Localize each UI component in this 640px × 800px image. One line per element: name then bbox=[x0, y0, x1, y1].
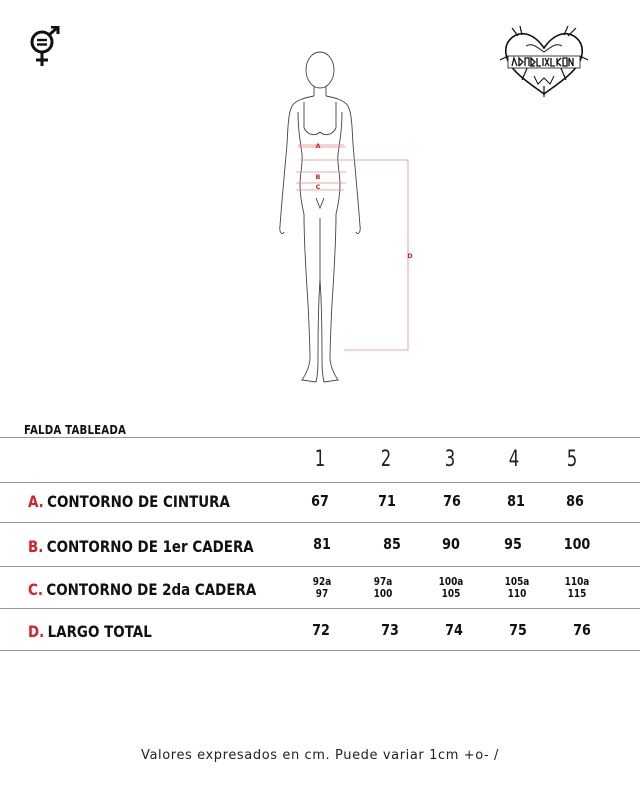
range-from: 92a bbox=[312, 576, 332, 588]
table-cell bbox=[496, 576, 539, 600]
divider bbox=[0, 650, 640, 651]
table-cell bbox=[430, 576, 473, 600]
table-cell: 90 bbox=[442, 535, 460, 553]
row-letter: A. bbox=[28, 492, 44, 511]
range-to: 97 bbox=[315, 588, 329, 600]
table-cell: 72 bbox=[312, 621, 330, 639]
divider bbox=[0, 437, 640, 438]
row-letter: D. bbox=[28, 622, 45, 641]
row-label-cadera-1 bbox=[28, 537, 254, 556]
range-from: 110a bbox=[564, 576, 590, 588]
range-to: 105 bbox=[441, 588, 461, 600]
range-from: 105a bbox=[504, 576, 530, 588]
range-to: 115 bbox=[567, 588, 587, 600]
table-cell: 75 bbox=[509, 621, 527, 639]
divider bbox=[0, 522, 640, 523]
row-label-text: CONTORNO DE CINTURA bbox=[47, 492, 230, 511]
table-cell: 71 bbox=[378, 492, 396, 510]
table-cell bbox=[362, 576, 405, 600]
table-cell bbox=[301, 576, 344, 600]
row-label-text: CONTORNO DE 1er CADERA bbox=[46, 537, 254, 556]
body-figure bbox=[260, 48, 430, 388]
marker-c: C bbox=[315, 183, 321, 191]
range-to: 100 bbox=[373, 588, 393, 600]
table-cell: 85 bbox=[383, 535, 401, 553]
table-title: FALDA TABLEADA bbox=[24, 423, 127, 437]
marker-a: A bbox=[315, 142, 321, 150]
size-header: 5 bbox=[566, 447, 578, 472]
table-cell: 95 bbox=[504, 535, 522, 553]
size-header: 3 bbox=[444, 447, 456, 472]
table-cell: 81 bbox=[507, 492, 525, 510]
divider bbox=[0, 566, 640, 567]
table-cell: 86 bbox=[566, 492, 584, 510]
size-header: 1 bbox=[314, 447, 326, 472]
table-cell bbox=[556, 576, 599, 600]
table-cell: 73 bbox=[381, 621, 399, 639]
range-to: 110 bbox=[507, 588, 527, 600]
row-label-text: LARGO TOTAL bbox=[47, 622, 152, 641]
size-header: 4 bbox=[508, 447, 520, 472]
row-letter: B. bbox=[28, 537, 44, 556]
table-cell: 81 bbox=[313, 535, 331, 553]
table-cell: 67 bbox=[311, 492, 329, 510]
row-label-largo-total bbox=[28, 622, 152, 641]
range-from: 97a bbox=[373, 576, 393, 588]
table-cell: 100 bbox=[563, 535, 591, 553]
footer-note: Valores expresados en cm. Puede variar 1cm +o- / bbox=[140, 748, 500, 763]
row-letter: C. bbox=[28, 580, 43, 599]
range-from: 100a bbox=[438, 576, 464, 588]
gender-symbol-icon bbox=[28, 26, 62, 68]
brand-logo-icon bbox=[498, 26, 590, 98]
marker-d: D bbox=[407, 252, 413, 260]
size-header: 2 bbox=[380, 447, 392, 472]
row-label-text: CONTORNO DE 2da CADERA bbox=[46, 580, 257, 599]
marker-b: B bbox=[315, 173, 321, 181]
table-cell: 76 bbox=[443, 492, 461, 510]
table-cell: 74 bbox=[445, 621, 463, 639]
table-cell: 76 bbox=[573, 621, 591, 639]
row-label-cadera-2 bbox=[28, 580, 256, 599]
row-label-cintura bbox=[28, 492, 230, 511]
divider bbox=[0, 608, 640, 609]
divider bbox=[0, 482, 640, 483]
